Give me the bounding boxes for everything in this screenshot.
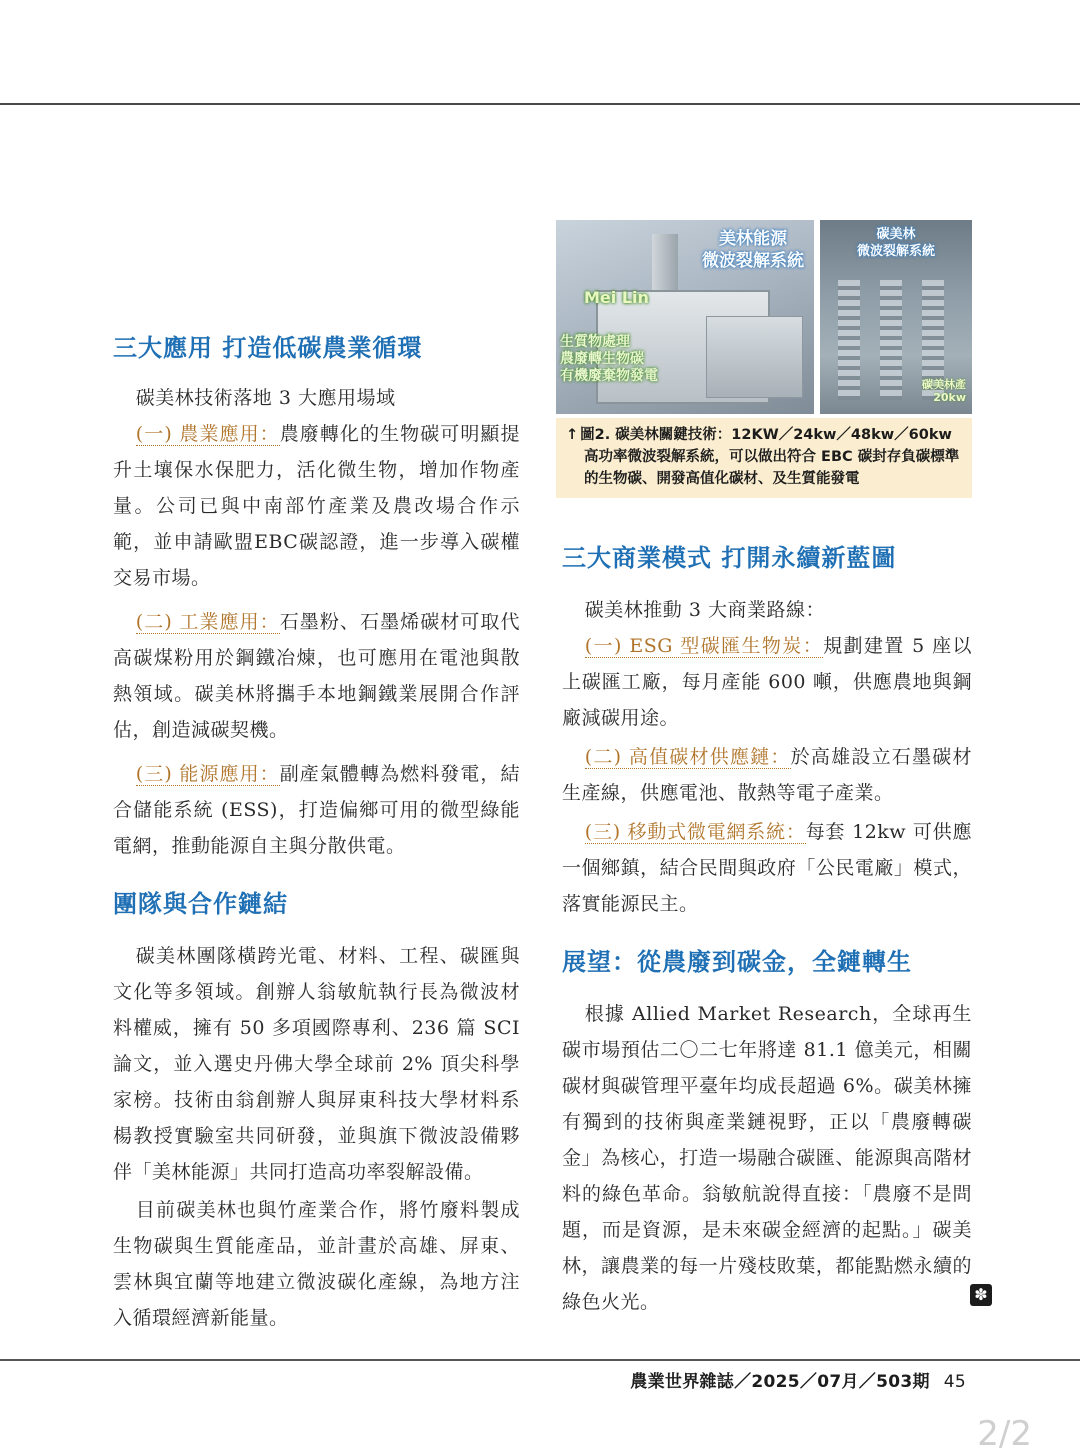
section-title-team: 團隊與合作鏈結 — [113, 890, 288, 918]
photo-factory-system — [820, 220, 972, 414]
model-item-esg — [562, 628, 972, 736]
end-of-article-icon: ✽ — [970, 1284, 992, 1306]
business-intro: 碳美林推動 3 大商業路線： — [584, 599, 825, 621]
photo2-title-line1: 碳美林 — [876, 227, 916, 242]
figure-caption — [556, 418, 972, 498]
caption-body: 高功率微波裂解系統，可以做出符合 EBC 碳封存負碳標準的生物碳、開發高值化碳材、及生質能發電 — [584, 449, 960, 487]
header-rule — [0, 103, 1080, 105]
figure-photos — [556, 220, 972, 414]
section-title-business: 三大商業模式 打開永續新藍圖 — [562, 544, 897, 572]
photo1-brand: Mei Lin — [584, 288, 649, 307]
photo1-green-3: 有機廢棄物發電 — [560, 368, 658, 384]
photo2-note — [922, 378, 966, 404]
app-label: (一) 農業應用： — [135, 423, 280, 445]
rack — [880, 280, 902, 400]
machine-cabinet — [706, 316, 803, 398]
model-item-microgrid — [562, 814, 972, 922]
model-label: (三) 移動式微電網系統： — [584, 821, 806, 843]
left-column — [113, 330, 520, 1336]
page-number: 45 — [943, 1372, 966, 1392]
outlook-paragraph: 根據 Allied Market Research，全球再生碳市場預估二〇二七年將達 81.1 億美元，相關碳材與碳管理平臺年均成長超過 6%。碳美林擁有獨到的技術與產業鏈視野，正以「農廢轉碳金」為核心，打造一場融合碳匯、能源與高階材料的綠色革命。翁敏航說得直接：「農廢不是問題，而是資源，是未來碳金經濟的起點。」碳美林，讓農業的每一片殘枝敗葉，都能點燃永續的綠色火光。 — [562, 1003, 972, 1313]
app-item-agriculture — [113, 416, 520, 596]
app-label: (二) 工業應用： — [135, 611, 280, 633]
photo2-title — [830, 226, 962, 260]
photo2-note-line1: 碳美林產 — [922, 378, 966, 391]
section-title-applications: 三大應用 打造低碳農業循環 — [113, 334, 423, 362]
up-arrow-icon: ↑ — [566, 427, 579, 443]
model-item-carbon-material — [562, 739, 972, 811]
model-text: 於高雄設立石墨碳材生產線，供應電池、散熱等電子產業。 — [562, 746, 972, 804]
photo2-title-line2: 微波裂解系統 — [856, 244, 935, 259]
photo1-title — [702, 228, 804, 272]
model-label: (二) 高值碳材供應鏈： — [584, 746, 791, 768]
model-text: 每套 12kw 可供應一個鄉鎮，結合民間與政府「公民電廠」模式，落實能源民主。 — [562, 821, 972, 915]
app-item-industry — [113, 604, 520, 748]
magazine-issue: 農業世界雜誌／2025／07月／503期 — [630, 1372, 930, 1392]
app-label: (三) 能源應用： — [135, 763, 280, 785]
photo1-title-line1: 美林能源 — [719, 229, 787, 249]
app-text: 副產氣體轉為燃料發電，結合儲能系統 (ESS)，打造偏鄉可用的微型綠能電網，推動能源自主與分散供電。 — [113, 763, 520, 857]
app-text: 農廢轉化的生物碳可明顯提升土壤保水保肥力，活化微生物，增加作物產量。公司已與中南部竹產業及農改場合作示範，並申請歐盟EBC碳認證，進一步導入碳權交易市場。 — [113, 423, 520, 589]
photo2-note-line2: 20kw — [933, 391, 966, 404]
footer-rule — [0, 1359, 1080, 1361]
model-label: (一) ESG 型碳匯生物炭： — [584, 635, 824, 657]
photo1-title-line2: 微波裂解系統 — [702, 251, 804, 271]
photo1-green-1: 生質物處理 — [560, 334, 630, 350]
section-title-outlook: 展望：從農廢到碳金，全鏈轉生 — [562, 948, 912, 976]
photo-microwave-system — [556, 220, 814, 414]
rack — [838, 280, 860, 400]
caption-head: 圖2. 碳美林關鍵技術：12KW／24kw／48kw／60kw — [580, 427, 952, 443]
team-paragraph-2: 目前碳美林也與竹產業合作，將竹廢料製成生物碳與生質能產品，並計畫於高雄、屏東、雲林與宜蘭等地建立微波碳化產線，為地方注入循環經濟新能量。 — [113, 1199, 520, 1329]
team-paragraph-1: 碳美林團隊橫跨光電、材料、工程、碳匯與文化等多領域。創辦人翁敏航執行長為微波材料權威，擁有 50 多項國際專利、236 篇 SCI 論文，並入選史丹佛大學全球前 2% 頂尖科學家榜。技術由翁創辦人與屏東科技大學材料系楊教授實驗室共同研發，並與旗下微波設備夥伴「美林能源」共同打造高功率裂解設備。 — [113, 945, 520, 1183]
model-text: 規劃建置 5 座以上碳匯工廠，每月產能 600 噸，供應農地與鋼廠減碳用途。 — [562, 635, 973, 729]
app-text: 石墨粉、石墨烯碳材可取代高碳煤粉用於鋼鐵冶煉，也可應用在電池與散熱領域。碳美林將攜手本地鋼鐵業展開合作評估，創造減碳契機。 — [113, 611, 520, 741]
page-footer — [630, 1367, 966, 1392]
right-column — [562, 220, 972, 1320]
page-indicator: 2/2 — [977, 1414, 1032, 1454]
photo1-green-labels — [560, 334, 658, 385]
app-item-energy — [113, 756, 520, 864]
applications-intro: 碳美林技術落地 3 大應用場域 — [135, 387, 396, 409]
photo1-green-2: 農廢轉生物碳 — [560, 351, 644, 367]
